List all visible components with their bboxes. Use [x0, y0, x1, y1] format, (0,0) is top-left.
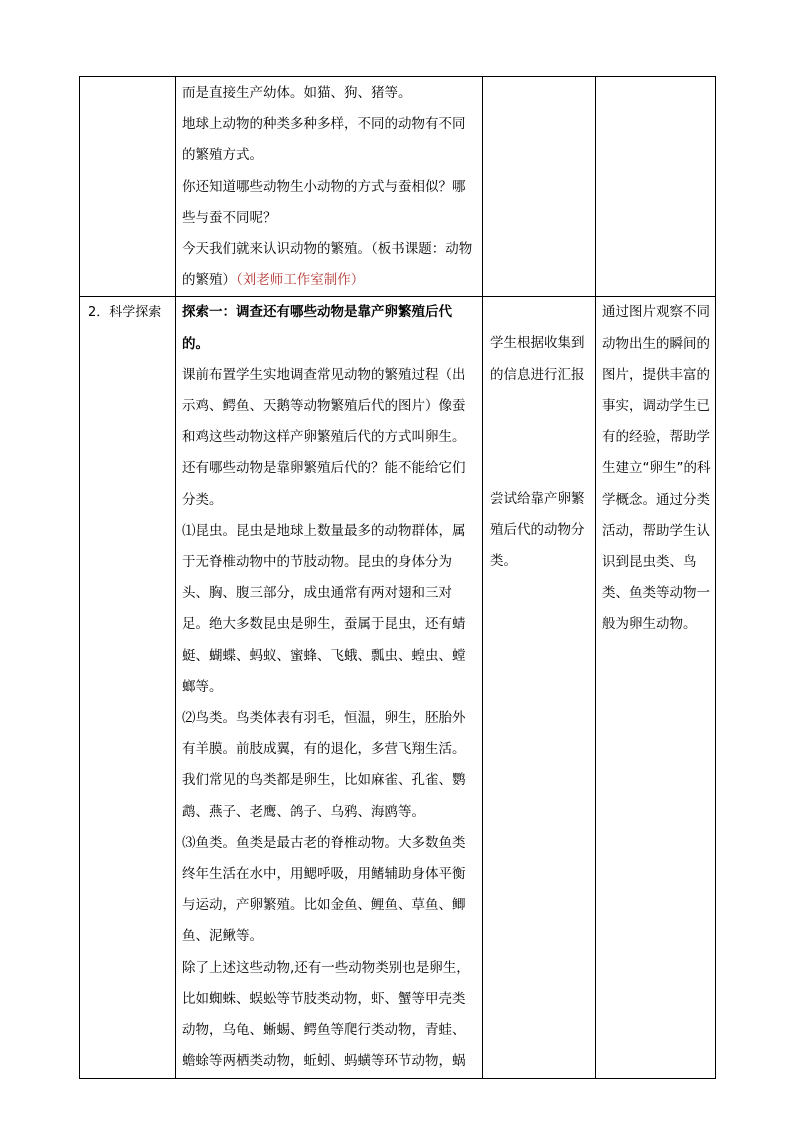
lesson-plan-table	[79, 76, 716, 1079]
content-cell	[176, 77, 483, 297]
design-intent-cell	[596, 297, 716, 1078]
stage-cell	[80, 77, 176, 297]
content-paragraph-closing	[182, 234, 478, 296]
content-cell	[176, 297, 483, 1078]
content-paragraph: 地球上动物的种类多种多样，不同的动物有不同的繁殖方式。	[182, 116, 466, 164]
content-paragraph: 你还知道哪些动物生小动物的方式与蚕相似？哪些与蚕不同呢？	[182, 178, 466, 226]
stage-label: 2．科学探索	[88, 305, 162, 321]
design-intent-text: 通过图片观察不同动物出生的瞬间的图片，提供丰富的事实，调动学生已有的经验，帮助学生建立“卵生”的科学概念。通过分类活动，帮助学生认识到昆虫类、鸟类、鱼类等动物一般为卵生动物。	[602, 304, 711, 633]
insects-paragraph: ⑴昆虫。昆虫是地球上数量最多的动物群体，属于无脊椎动物中的节肢动物。昆虫的身体分为头、胸、腹三部分，成虫通常有两对翅和三对足。绝大多数昆虫是卵生，蚕属于昆虫，还有蜻蜓、蝴蝶、蚂蚁、蜜蜂、飞蛾、瓢虫、蝗虫、螳螂等。	[182, 522, 466, 695]
birds-paragraph: ⑵鸟类。鸟类体表有羽毛，恒温，卵生，胚胎外有羊膜。前肢成翼，有的退化，多营飞翔生活。我们常见的鸟类都是卵生，比如麻雀、孔雀、鹦鹉、燕子、老鹰、鸽子、乌鸦、海鸥等。	[182, 710, 466, 820]
student-activity-classify: 尝试给靠产卵繁殖后代的动物分类。	[490, 490, 585, 570]
student-activity-cell	[483, 77, 596, 297]
exploration-heading: 探索一：调查还有哪些动物是靠产卵繁殖后代的。	[182, 304, 452, 352]
stage-cell	[80, 297, 176, 1078]
content-paragraph: 课前布置学生实地调查常见动物的繁殖过程（出示鸡、鳄鱼、天鹅等动物繁殖后代的图片）像蚕和鸡这些动物这样产卵繁殖后代的方式叫卵生。	[182, 366, 466, 446]
fish-paragraph: ⑶鱼类。鱼类是最古老的脊椎动物。大多数鱼类终年生活在水中，用鳃呼吸，用鳍辅助身体平衡与运动，产卵繁殖。比如金鱼、鲤鱼、草鱼、鲫鱼、泥鳅等。	[182, 834, 466, 945]
content-paragraph: 还有哪些动物是靠卵繁殖后代的？能不能给它们分类。	[182, 460, 466, 508]
table-row	[80, 77, 716, 297]
other-oviparous-paragraph: 除了上述这些动物,还有一些动物类别也是卵生，比如蜘蛛、蜈蚣等节肢类动物，虾、蟹等甲壳类动物，乌龟、蜥蜴、鳄鱼等爬行类动物，青蛙、蟾蜍等两栖类动物，蚯蚓、蚂蟥等环节动物，蜗	[182, 959, 470, 1070]
closing-text: 今天我们就来认识动物的繁殖。（板书课题：动物的繁殖）	[182, 241, 473, 289]
student-activity-cell	[483, 297, 596, 1078]
design-intent-cell	[596, 77, 716, 297]
table-row	[80, 297, 716, 1078]
content-paragraph: 而是直接生产幼体。如猫、狗、猪等。	[182, 85, 412, 101]
studio-credit: （刘老师工作室制作）	[236, 272, 365, 289]
student-activity-report: 学生根据收集到的信息进行汇报	[490, 335, 585, 383]
